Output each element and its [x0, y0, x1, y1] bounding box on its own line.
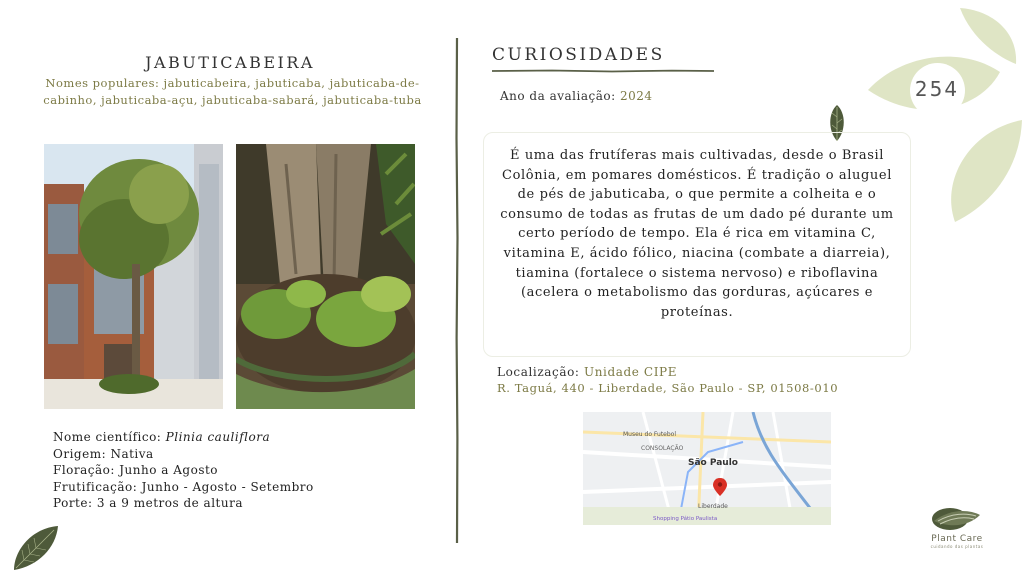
fact-flowering-label: Floração: [53, 463, 115, 477]
fact-fruiting [53, 479, 314, 496]
location-value: Unidade CIPE [584, 365, 678, 379]
fact-scientific-label: Nome científico: [53, 430, 162, 444]
location-label: Localização: [497, 365, 580, 379]
logo-tagline: cuidando das plantas [930, 544, 984, 549]
map-label-museu: Museu do Futebol [623, 431, 677, 438]
fact-flowering [53, 462, 314, 479]
fact-size-value: 3 a 9 metros de altura [96, 496, 243, 510]
page-number-badge: 254 [914, 77, 960, 101]
fact-fruiting-label: Frutificação: [53, 479, 138, 494]
curiosities-underline [492, 68, 714, 74]
address: R. Taguá, 440 - Liberdade, São Paulo - SP, 01508-010 [497, 381, 839, 395]
column-divider [454, 38, 460, 543]
description-text: É uma das frutíferas mais cultivadas, desde o Brasil Colônia, em pomares domésticos. É tradição o aluguel de pés de jabuticaba, o que permite a colheita e o consumo de todas as frutas de um dado pé durante um certo período de tempo. Ela é rica em vitamina C, vitamina E, ácido fólico, niacina (combate a diarreia), tiamina (fortalece o sistema nervoso) e riboflavina (acelera o metabolismo das gorduras, açúcares e proteínas. [500, 148, 894, 320]
popular-names-value: jabuticabeira, jabuticaba, jabuticaba-de-cabinho, jabuticaba-açu, jabuticaba-sabará, jabuticaba-tuba [43, 76, 422, 107]
map-label-city: São Paulo [688, 458, 738, 468]
location [497, 365, 677, 379]
evaluation-year [500, 89, 653, 103]
plant-facts [53, 429, 314, 512]
fact-origin [53, 446, 314, 463]
curiosities-title: CURIOSIDADES [492, 45, 665, 65]
evaluation-year-value: 2024 [619, 89, 653, 103]
fact-scientific-name [53, 429, 314, 446]
popular-names [30, 75, 435, 109]
map-label-shopping: Shopping Pátio Paulista [653, 516, 718, 522]
fact-origin-label: Origem: [53, 446, 107, 461]
location-map[interactable] [583, 412, 831, 525]
popular-names-label: Nomes populares: [45, 76, 160, 90]
fact-scientific-value: Plinia cauliflora [165, 430, 271, 444]
logo-name: Plant Care [931, 534, 983, 544]
fact-size [53, 495, 314, 512]
fact-size-label: Porte: [53, 496, 93, 510]
fact-origin-value: Nativa [110, 446, 154, 461]
map-label-consolacao: CONSOLAÇÃO [641, 445, 684, 452]
plant-photo-trunk [236, 144, 415, 409]
map-label-liberdade: Liberdade [698, 503, 728, 510]
fact-flowering-value: Junho a Agosto [119, 463, 219, 477]
plant-title: JABUTICABEIRA [145, 53, 315, 72]
leaf-decoration-bottom-left [10, 522, 62, 572]
plant-photo-building [44, 144, 223, 409]
fact-fruiting-value: Junho - Agosto - Setembro [141, 479, 314, 494]
evaluation-year-label: Ano da avaliação: [500, 89, 616, 103]
plant-care-logo-icon [930, 503, 982, 533]
